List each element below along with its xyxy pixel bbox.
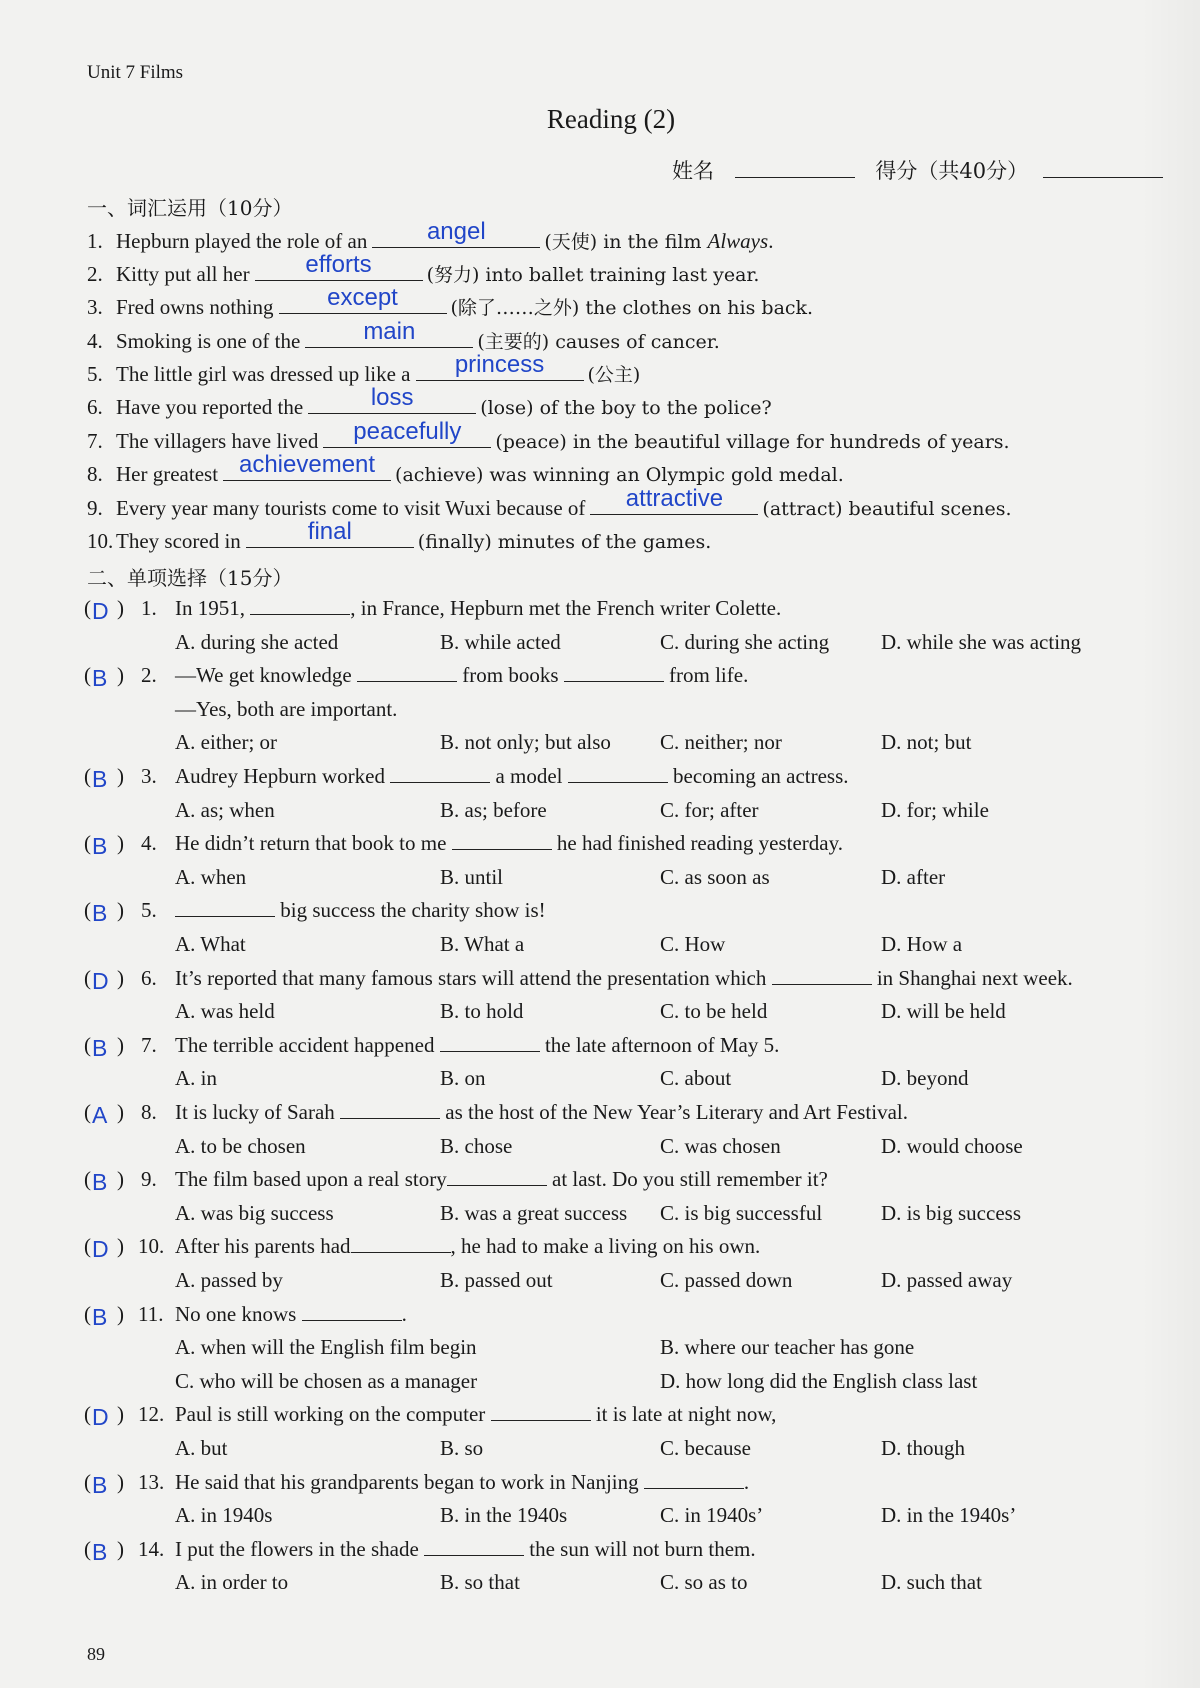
item-number: 10. [87,529,114,553]
option-d: D. will be held [881,999,1006,1024]
handwritten-answer: angel [426,218,486,245]
stem-text: It is lucky of Sarah [175,1100,341,1124]
page-edge-shadow [1140,0,1200,1688]
item-hint: (公主) [587,364,641,386]
question-stem [175,1167,828,1192]
item-hint: (achieve) was winning an Olympic gold medal. [395,464,844,486]
handwritten-answer: efforts [305,251,372,278]
option-d: D. How a [881,932,963,956]
option-d: D. passed away [881,1268,1013,1292]
option-d: D. how long did the English class last [660,1368,978,1393]
score-field[interactable] [1043,157,1163,178]
handwritten-choice: B [92,1034,108,1061]
handwritten-answer: peacefully [353,418,462,445]
question-number: 5. [141,898,157,923]
stem-blank [440,1033,540,1052]
answer-blank[interactable] [255,251,423,281]
option-d: D. beyond [881,1066,969,1091]
question-number: 4. [141,831,157,856]
option-b: B. in the 1940s [440,1503,568,1528]
stem-text: becoming an actress. [667,764,849,788]
question-number: 7. [141,1032,157,1057]
question-stem [175,1537,756,1562]
handwritten-choice: D [92,1404,109,1431]
stem-blank [568,764,668,783]
item-number: 6. [87,395,103,419]
option-c: C. who will be chosen as a manager [175,1368,478,1393]
vocab-item [87,318,720,357]
stem-text: In 1951, [175,596,251,620]
option-d: D. such that [881,1570,982,1595]
item-hint: (努力) into ballet training last year. [426,264,760,286]
answer-blank[interactable] [246,518,414,548]
stem-text: —We get knowledge [175,663,358,688]
option-c: C. during she acting [660,629,830,654]
item-hint: (lose) of the boy to the police? [480,397,772,419]
question-stem [175,1470,749,1495]
stem-text: He didn’t return that book to me [175,831,452,856]
handwritten-choice: B [92,766,108,792]
stem-blank [452,831,552,850]
answer-bracket[interactable]: ( ) [84,596,124,620]
option-b: B. to hold [440,999,524,1024]
stem-text: from life. [663,663,749,688]
option-c: C. was chosen [660,1133,781,1158]
option-b: B. so [440,1436,484,1460]
name-field[interactable] [735,157,855,178]
handwritten-choice: B [92,665,108,692]
option-b: B. What a [440,932,525,956]
answer-bracket[interactable]: ( ) [84,1167,124,1192]
name-score-bar [672,155,1165,185]
item-text: Every year many tourists come to visit Wuxi because of [116,496,586,520]
answer-bracket[interactable]: ( ) [84,1301,124,1326]
question-number: 14. [138,1536,165,1561]
question-number: 2. [141,663,157,688]
item-hint: (天使) in the film [544,231,708,253]
page-title: Reading (2) [546,104,676,134]
option-a: A. passed by [175,1268,283,1292]
item-text: Hepburn played the role of an [116,229,368,253]
question-stem [175,1302,407,1327]
option-a: A. in order to [175,1570,289,1595]
question-number: 8. [141,1100,157,1124]
option-c: C. about [660,1066,732,1091]
stem-blank [390,764,490,783]
answer-bracket[interactable]: ( ) [84,898,124,923]
answer-blank[interactable] [416,351,584,381]
option-a: A. in [175,1066,217,1091]
option-d: D. though [881,1436,965,1460]
stem-blank [644,1470,744,1489]
option-b: B. on [440,1066,486,1091]
unit-label: Unit 7 Films [87,62,184,83]
item-text: They scored in [116,529,241,553]
handwritten-choice: B [92,833,108,860]
vocab-item [87,218,774,257]
question-stem [175,966,1073,991]
question-number: 11. [138,1301,164,1326]
handwritten-answer: main [363,318,416,345]
stem-blank [447,1167,547,1186]
stem-text: It’s reported that many famous stars will attend the presentation which [175,965,772,990]
stem-blank [340,1100,440,1119]
option-d: D. not; but [881,730,972,755]
question-number: 3. [141,764,157,788]
option-b: B. where our teacher has gone [660,1335,915,1360]
option-a: A. What [175,932,246,956]
handwritten-answer: princess [454,351,545,378]
question-stem [175,1033,779,1058]
item-number: 3. [87,295,103,319]
answer-blank[interactable] [372,218,540,248]
item-tail: . [768,229,774,253]
answer-bracket[interactable]: ( ) [84,1402,124,1427]
stem-text: No one knows [175,1301,302,1326]
option-b: B. while acted [440,629,561,654]
option-c: C. so as to [660,1570,748,1595]
question-number: 12. [138,1402,165,1427]
stem-text: he had finished reading yesterday. [551,831,844,856]
stem-blank [424,1537,524,1556]
option-d: D. while she was acting [881,629,1082,654]
handwritten-answer: except [327,284,398,311]
question-stem [175,1100,908,1125]
stem-blank [351,1234,451,1253]
handwritten-choice: D [92,598,109,624]
stem-text: as the host of the New Year’s Literary and Art Festival. [440,1100,908,1124]
option-b: B. until [440,864,504,889]
handwritten-choice: B [92,1169,108,1196]
vocab-item [87,518,712,557]
question-number: 10. [138,1234,165,1259]
option-d: D. is big success [881,1200,1021,1225]
question-number: 13. [138,1469,165,1494]
item-number: 4. [87,329,103,353]
stem-blank [357,663,457,682]
question-number: 6. [141,965,157,990]
stem-blank [302,1302,402,1321]
answer-bracket[interactable]: ( ) [84,1032,124,1057]
item-number: 1. [87,229,103,253]
question-stem [175,898,546,923]
answer-blank[interactable] [323,418,491,448]
option-b: B. chose [440,1133,513,1158]
stem-blank [491,1402,591,1421]
question-stem [175,1234,760,1259]
item-hint: (peace) in the beautiful village for hundreds of years. [495,431,1010,453]
stem-text: from books [457,663,564,688]
handwritten-answer: loss [370,384,414,411]
stem-text: He said that his grandparents began to work in Nanjing [175,1469,644,1494]
option-d: D. for; while [881,797,989,822]
option-a: A. to be chosen [175,1133,306,1158]
stem-blank [564,663,664,682]
answer-bracket[interactable]: ( ) [84,1234,124,1259]
option-b: B. was a great success [440,1200,628,1225]
option-c: C. as soon as [660,864,770,889]
question-stem [175,1402,776,1427]
item-text: Fred owns nothing [116,295,274,319]
option-c: C. in 1940s’ [660,1503,764,1528]
question-stem [175,663,748,688]
handwritten-choice: B [92,1471,108,1498]
option-c: C. passed down [660,1268,793,1292]
item-text: The little girl was dressed up like a [116,362,411,386]
question-stem [175,596,781,621]
handwritten-choice: A [92,1102,108,1128]
vocab-item [87,485,1012,524]
option-d: D. in the 1940s’ [881,1503,1017,1528]
option-a: A. in 1940s [175,1503,273,1528]
stem-blank [772,966,872,985]
option-a: A. was big success [175,1200,334,1225]
question-number: 1. [141,596,157,620]
handwritten-answer: final [307,518,352,545]
question-stem [175,831,843,856]
option-c: C. for; after [660,797,759,822]
item-text: Kitty put all her [116,262,250,286]
stem-text: I put the flowers in the shade [175,1536,425,1561]
stem-text: Paul is still working on the computer [175,1402,491,1427]
option-a: A. when will the English film begin [175,1335,477,1360]
handwritten-answer: attractive [625,485,724,512]
handwritten-choice: D [92,967,109,994]
stem-text: the late afternoon of May 5. [539,1032,780,1057]
answer-blank[interactable] [590,485,758,515]
answer-bracket[interactable]: ( ) [84,663,124,688]
item-hint: (finally) minutes of the games. [417,531,712,553]
option-c: C. neither; nor [660,730,782,755]
item-hint: (attract) beautiful scenes. [762,498,1012,520]
question-stem [175,764,849,789]
answer-bracket[interactable]: ( ) [84,1536,124,1561]
item-text: Have you reported the [116,395,304,419]
section2-heading: 二、单项选择（15分） [87,566,293,590]
option-a: A. when [175,864,247,889]
option-d: D. after [881,864,946,889]
handwritten-answer: achievement [238,451,376,478]
question-number: 9. [141,1167,157,1192]
stem-text: big success the charity show is! [275,898,546,923]
item-hint: (除了……之外) the clothes on his back. [450,297,814,319]
option-c: C. is big successful [660,1200,823,1225]
answer-bracket[interactable]: ( ) [84,764,124,788]
handwritten-choice: B [92,1303,108,1330]
score-label: 得分（共40分） [875,159,1029,183]
option-d: D. would choose [881,1133,1023,1158]
stem-text: the sun will not burn them. [524,1536,756,1561]
stem-text: . [401,1301,407,1326]
stem-text: Audrey Hepburn worked [175,764,391,788]
item-number: 9. [87,496,103,520]
stem-text: . [743,1469,750,1494]
option-a: A. but [175,1436,228,1460]
answer-blank[interactable] [279,284,447,314]
page-number: 89 [87,1644,105,1664]
stem-blank [250,596,350,615]
handwritten-choice: B [92,900,108,927]
stem-text: in Shanghai next week. [871,965,1073,990]
option-a: A. was held [175,999,275,1024]
option-a: A. as; when [175,797,275,822]
item-number: 7. [87,429,103,453]
answer-blank[interactable] [305,318,473,348]
item-number: 5. [87,362,103,386]
item-text: Her greatest [116,462,219,486]
dialogue-reply: —Yes, both are important. [175,696,398,721]
answer-bracket[interactable]: ( ) [84,1469,124,1494]
item-text: Smoking is one of the [116,329,301,353]
item-text: The villagers have lived [116,429,319,453]
option-a: A. either; or [175,730,278,755]
name-label: 姓名 [672,159,714,183]
stem-text: a model [490,764,568,788]
option-c: C. How [660,932,726,956]
answer-blank[interactable] [308,384,476,414]
answer-bracket[interactable]: ( ) [84,1100,124,1124]
stem-text: at last. Do you still remember it? [546,1167,828,1192]
film-title: Always [707,229,769,253]
section1-heading: 一、词汇运用（10分） [87,196,293,220]
stem-text: , in France, Hepburn met the French writer Colette. [350,596,782,620]
option-b: B. not only; but also [440,730,611,755]
option-a: A. during she acted [175,629,339,654]
stem-text: it is late at night now, [590,1402,777,1427]
stem-text: , he had to make a living on his own. [450,1234,761,1259]
option-c: C. because [660,1436,751,1460]
answer-bracket[interactable]: ( ) [84,965,124,990]
answer-blank[interactable] [223,451,391,481]
stem-text: The film based upon a real story [175,1167,447,1192]
handwritten-choice: D [92,1236,109,1263]
stem-text: After his parents had [175,1234,351,1259]
answer-bracket[interactable]: ( ) [84,831,124,856]
option-b: B. passed out [440,1268,553,1292]
item-hint: (主要的) causes of cancer. [477,331,720,353]
item-number: 2. [87,262,103,286]
option-b: B. as; before [440,797,547,822]
item-number: 8. [87,462,103,486]
handwritten-choice: B [92,1538,108,1565]
stem-blank [175,898,275,917]
option-b: B. so that [440,1570,520,1595]
stem-text: The terrible accident happened [175,1032,440,1057]
option-c: C. to be held [660,999,768,1024]
